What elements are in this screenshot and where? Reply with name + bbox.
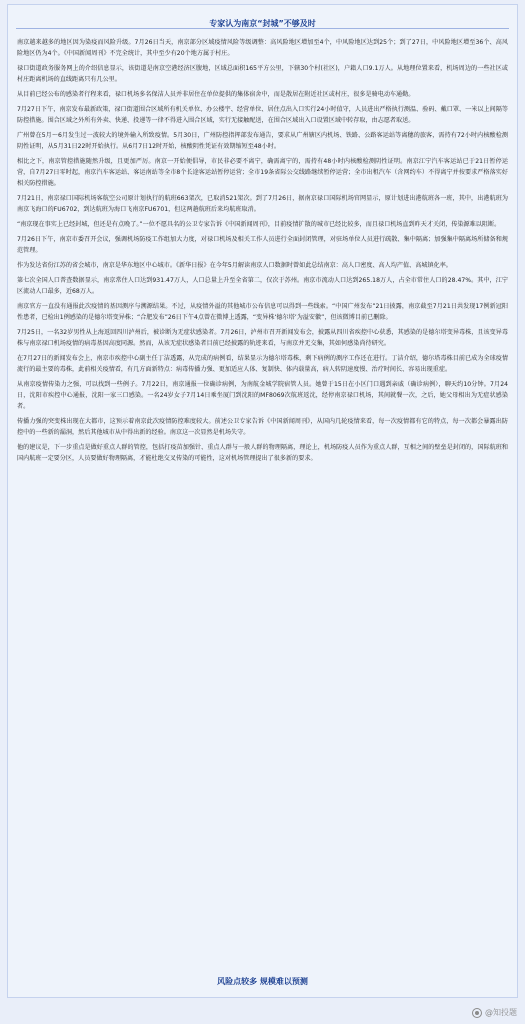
paragraph-5: 广州曾在5月～6月发生过一波较大的境外输入所致疫情。5月30日，广州防控指挥部发布通告，要求从广州辖区内机场、铁路、公路客运站等离穗的旅客，需持有72小时内核酸检测阴性证明，从5月31日22时开始执行。从6月7日12时开始，核酸阴性凭证有效期缩短至48小时。 xyxy=(17,132,508,150)
paragraph-4: 7月27日下午，南京发布最新政策，禄口街道围合区域所有机关单位、办公楼宇、经营单位、居住点出入口实行24小时值守，人员进出严格执行测温、验码、戴口罩、一米以上间隔等防控措施。围合区域之外所有外卖、快递、投递等一律不得进入围合区域，实行无接触配送，在围合区域出入口设置区域中转存取，由志愿者取送。 xyxy=(17,106,508,124)
paragraph-2: 禄口街道政务服务网上的介绍信息显示，该街道是南京空港经济区腹地，区域总面积165平方公里，下辖30个村(社区)，户籍人口9.1万人。从地理位置来看，机场周边的一些社区或村庄距离机场的直线距离只有几公里。 xyxy=(17,65,508,83)
article-title: 专家认为南京“封城”不够及时 xyxy=(209,19,316,28)
paragraph-3: 从目前已经公布的感染者行程来看，禄口机场多名保洁人员并非居住在单位提供的集体宿舍中，而是散居在附近社区或村庄，很多是骑电动车通勤。 xyxy=(17,91,415,98)
article-body xyxy=(17,37,508,949)
watermark-text: @知投题 xyxy=(485,1008,517,1017)
paragraph-15: 从南京疫情传染力之强，可以找到一些例子。7月22日，南京通报一位确诊病例，为南航金城学院宿管人员。她曾于15日在小区门口遇到亲戚（确诊病例），聊天约10分钟。7月24日，沈阳市疾控中心通报，沈阳一家三口感染。一名24岁女子7月14日乘坐厦门到沈阳的MF8069次航班返沈，经停南京禄口机场，其间就餐一次，之后，她父母相出为无症状感染者。 xyxy=(17,381,508,410)
paragraph-1: 南京越来越多的地区因为染疫而风险升级。7月26日当天，南京部分区域疫情风险等级调整：高风险地区增加至4个，中风险地区达到25个；到了27日，中风险地区增至36个、高风险地区仍为4个。《中国新闻周刊》不完全统计，其中至少有20个地方属于村庄。 xyxy=(17,39,508,57)
paragraph-12: 南京官方一直没有通报此次疫情的基因测序与溯源结果。不过，从疫情外溢的其他城市公布信息可以得到一些线索。“中国广州发布”21日披露，南京截至7月21日共发现17例新冠阳性患者，已检出1例感染的是德尔塔变异株；“合肥发布”26日下午4点曾在微博上透露，“变异株‘德尔塔’为溢安徽”，但该微博目前已删除。 xyxy=(17,303,508,321)
paragraph-7: 7月21日，南京禄口国际机场客航空公司原计划执行的航班663架次，已取消521架次。到了7月26日，据南京禄口国际机场官网显示，原计划进出港航班各一班，其中，出港航班为南京飞海口的FU6702，到达航班为海口飞南京FU6701，但这两趟航班后来均航班取消。 xyxy=(17,195,508,213)
footer-title: 风险点较多 规模难以预测 xyxy=(217,977,308,986)
paragraph-11: 第七次全国人口普查数据显示，南京常住人口达到931.47万人，人口总量上升至全省第二，仅次于苏州。南京市流动人口达到265.18万人，占全市常住人口的28.47%。其中，江宁区流动人口最多，近68万人。 xyxy=(17,277,508,295)
paragraph-17: 他的建议是，下一步重点是做好重点人群的管控，包括打疫苗加强针、重点人群与一般人群的物理隔离，理论上，机场防疫人员作为重点人群，互相之间的壁垒是封闭的，国际航班和国内航班一定要分区，人员要做好物理隔离，才能杜绝交叉传染的可能性，这对机场管理提出了很多新的要求。 xyxy=(17,444,508,462)
title-divider xyxy=(16,28,509,29)
paragraph-16: 传播力强的突变株出现在大都市，这预示着南京此次疫情防控难度较大。前述公卫专家告诉《中国新闻周刊》，从国内几轮疫情来看，每一次疫情都有它的特点，每一次都会暴露出防控中的一些新的漏洞，然后其他城市从中得出新的经验。南京这一次显然是机场失守。 xyxy=(17,418,508,436)
watermark xyxy=(472,1007,517,1018)
paragraph-6: 相比之下，南京管控措施随然升级，且更加严厉。南京一开始便倡导，市民非必要不离宁，确需离宁的，需持有48小时内核酸检测阴性证明。南京江宁汽车客运站已于21日暂停运营，自7月27日零时起，南京汽车客运站、客运南站等全市8个长途客运站暂停运营；全市19条省际公交线路继续暂停运营；全市出租汽车（含网约车）不得离宁并按要求严格落实好相关防控措施。 xyxy=(17,158,508,187)
paragraph-13: 7月25日，一名32岁男性从上海返回四川泸州后，被诊断为无症状感染者。7月26日，泸州市召开新闻发布会，披露从四川省疾控中心获悉，其感染的是德尔塔变异毒株，且该变异毒株与南京禄口机场疫情的病毒基因高度同源。然而，从该无症状感染者目前已经披露的轨迹来看，与南京并无交集，其如何感染尚待研究。 xyxy=(17,329,508,347)
article-card xyxy=(7,4,518,998)
paragraph-8: “南京现在事实上已经封城，但还是有点晚了。”一位不愿具名的公卫专家告诉《中国新闻周刊》，目前疫情扩散的城市已经比较多，而且禄口机场直到昨天才关闭，传染源难以阻断。 xyxy=(17,221,501,228)
weibo-icon xyxy=(472,1008,482,1018)
paragraph-10: 作为发达省份江苏的省会城市，南京是华东地区中心城市。《新华日报》在今年5月解读南京人口数据时曾如此总结南京：高人口密度、高人均产值、高城镇化率。 xyxy=(17,262,452,269)
paragraph-9: 7月26日下午，南京市委召开会议，强调机场防疫工作组加大力度，对禄口机场及相关工作人员进行全面封闭管理，对驻场单位人员进行疏散、集中隔离；加强集中隔离场所储备和规范管理。 xyxy=(17,236,508,254)
paragraph-14: 在7月27日的新闻发布会上，南京市疾控中心副主任丁洁透露，从完成的病例看，结果显示为德尔塔毒株，剩下病例的测序工作还在进行。丁洁介绍，德尔塔毒株目前已成为全球疫情流行的最主要的毒株，此前相关疫情看，有几方面新特点：病毒传播力强、更加适应人体、复制快、体内载量高，病人转阴速度慢、治疗时间长、容易出现重症。 xyxy=(17,355,508,373)
